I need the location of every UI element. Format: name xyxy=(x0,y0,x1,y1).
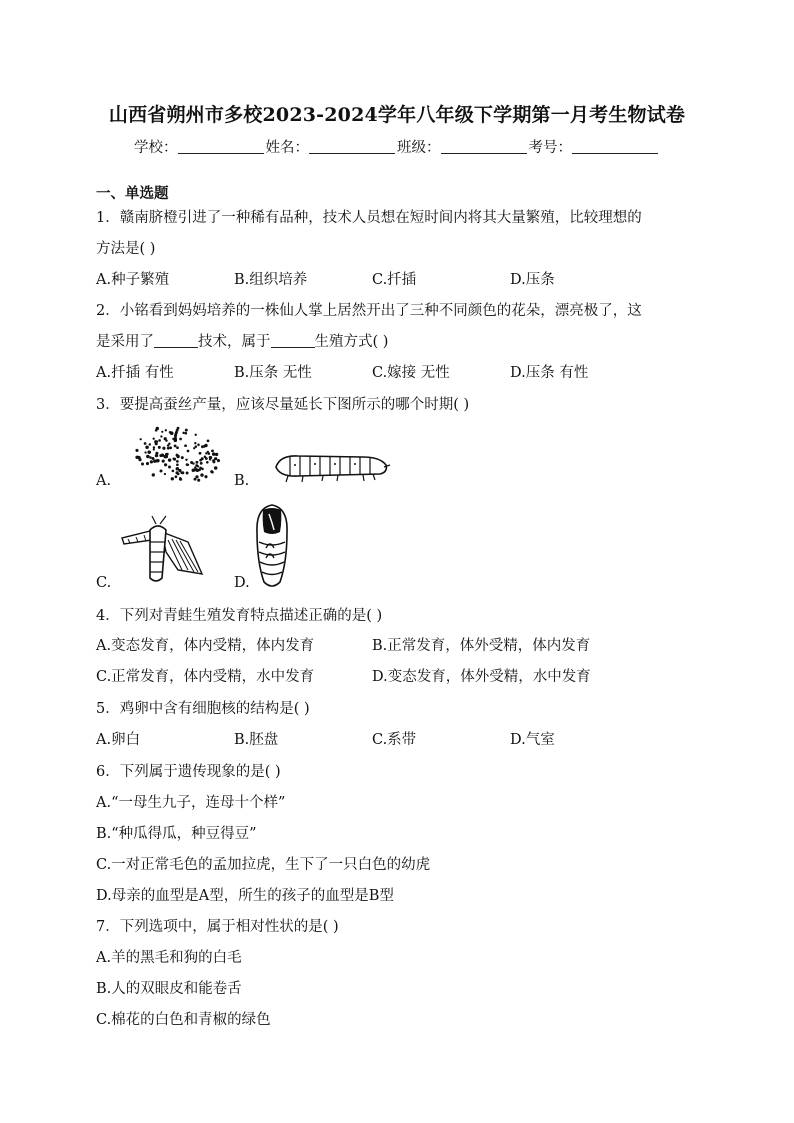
silkworm-pupa-icon xyxy=(252,502,292,592)
q1-option-c[interactable]: C.扦插 xyxy=(372,272,417,288)
q2-stem-line2 xyxy=(96,330,388,351)
q6-option-a[interactable]: A.“一母生九子，连母十个样” xyxy=(96,795,286,811)
student-info-row xyxy=(0,136,794,157)
q4-option-d[interactable]: D.变态发育，体外受精，水中发育 xyxy=(372,669,591,685)
q1-option-a[interactable]: A.种子繁殖 xyxy=(96,272,170,288)
silkworm-eggs-icon xyxy=(130,420,225,490)
q5-option-a[interactable]: A.卵白 xyxy=(96,732,141,748)
q3-option-c-label[interactable]: C. xyxy=(96,575,112,591)
q7-option-c[interactable]: C.棉花的白色和青椒的绿色 xyxy=(96,1012,271,1028)
q2-option-c[interactable]: C.嫁接 无性 xyxy=(372,365,450,381)
silkworm-moth-icon xyxy=(118,512,206,588)
name-blank[interactable] xyxy=(309,139,395,154)
q2-blank-1[interactable] xyxy=(154,333,198,348)
number-label: 考号： xyxy=(528,140,572,156)
school-blank[interactable] xyxy=(178,139,264,154)
q5-option-c[interactable]: C.系带 xyxy=(372,732,417,748)
q1-option-b[interactable]: B.组织培养 xyxy=(234,272,308,288)
q5-stem: 5．鸡卵中含有细胞核的结构是( ) xyxy=(96,701,310,717)
q6-option-d[interactable]: D.母亲的血型是A型，所生的孩子的血型是B型 xyxy=(96,888,394,904)
q3-stem: 3．要提高蚕丝产量，应该尽量延长下图所示的哪个时期( ) xyxy=(96,397,470,413)
q4-stem: 4．下列对青蛙生殖发育特点描述正确的是( ) xyxy=(96,608,383,624)
q2-text-c: 生殖方式( ) xyxy=(314,334,389,350)
q5-option-d[interactable]: D.气室 xyxy=(510,732,555,748)
q1-stem-line2: 方法是( ) xyxy=(96,241,156,257)
q7-option-b[interactable]: B.人的双眼皮和能卷舌 xyxy=(96,981,242,997)
q2-blank-2[interactable] xyxy=(271,333,315,348)
q2-text-a: 是采用了 xyxy=(96,334,154,350)
q2-option-b[interactable]: B.压条 无性 xyxy=(234,365,312,381)
q3-option-a-label[interactable]: A. xyxy=(96,473,112,489)
q2-stem-line1: 2．小铭看到妈妈培养的一株仙人掌上居然开出了三种不同颜色的花朵，漂亮极了，这 xyxy=(96,303,642,319)
q5-option-b[interactable]: B.胚盘 xyxy=(234,732,279,748)
q6-option-b[interactable]: B.“种瓜得瓜，种豆得豆” xyxy=(96,826,257,842)
q4-option-b[interactable]: B.正常发育，体外受精，体内发育 xyxy=(372,638,591,654)
class-blank[interactable] xyxy=(441,139,527,154)
silkworm-larva-icon xyxy=(268,445,393,487)
exam-title: 山西省朔州市多校2023-2024学年八年级下学期第一月考生物试卷 xyxy=(108,104,686,126)
class-label: 班级： xyxy=(397,140,441,156)
q4-option-c[interactable]: C.正常发育，体内受精，水中发育 xyxy=(96,669,315,685)
name-label: 姓名： xyxy=(265,140,309,156)
q7-option-a[interactable]: A.羊的黑毛和狗的白毛 xyxy=(96,950,242,966)
number-blank[interactable] xyxy=(572,139,658,154)
q6-stem: 6．下列属于遗传现象的是( ) xyxy=(96,764,281,780)
q3-option-b-label[interactable]: B. xyxy=(234,473,250,489)
q4-option-a[interactable]: A.变态发育，体内受精，体内发育 xyxy=(96,638,315,654)
school-label: 学校： xyxy=(134,140,178,156)
q3-option-d-label[interactable]: D. xyxy=(234,575,250,591)
q2-option-a[interactable]: A.扦插 有性 xyxy=(96,365,174,381)
section-heading: 一、单选题 xyxy=(96,185,169,202)
q6-option-c[interactable]: C.一对正常毛色的孟加拉虎，生下了一只白色的幼虎 xyxy=(96,857,431,873)
q2-option-d[interactable]: D.压条 有性 xyxy=(510,365,589,381)
q2-text-b: 技术，属于 xyxy=(198,334,271,350)
q1-option-d[interactable]: D.压条 xyxy=(510,272,555,288)
q1-stem-line1: 1．赣南脐橙引进了一种稀有品种，技术人员想在短时间内将其大量繁殖，比较理想的 xyxy=(96,210,642,226)
q7-stem: 7．下列选项中，属于相对性状的是( ) xyxy=(96,919,339,935)
